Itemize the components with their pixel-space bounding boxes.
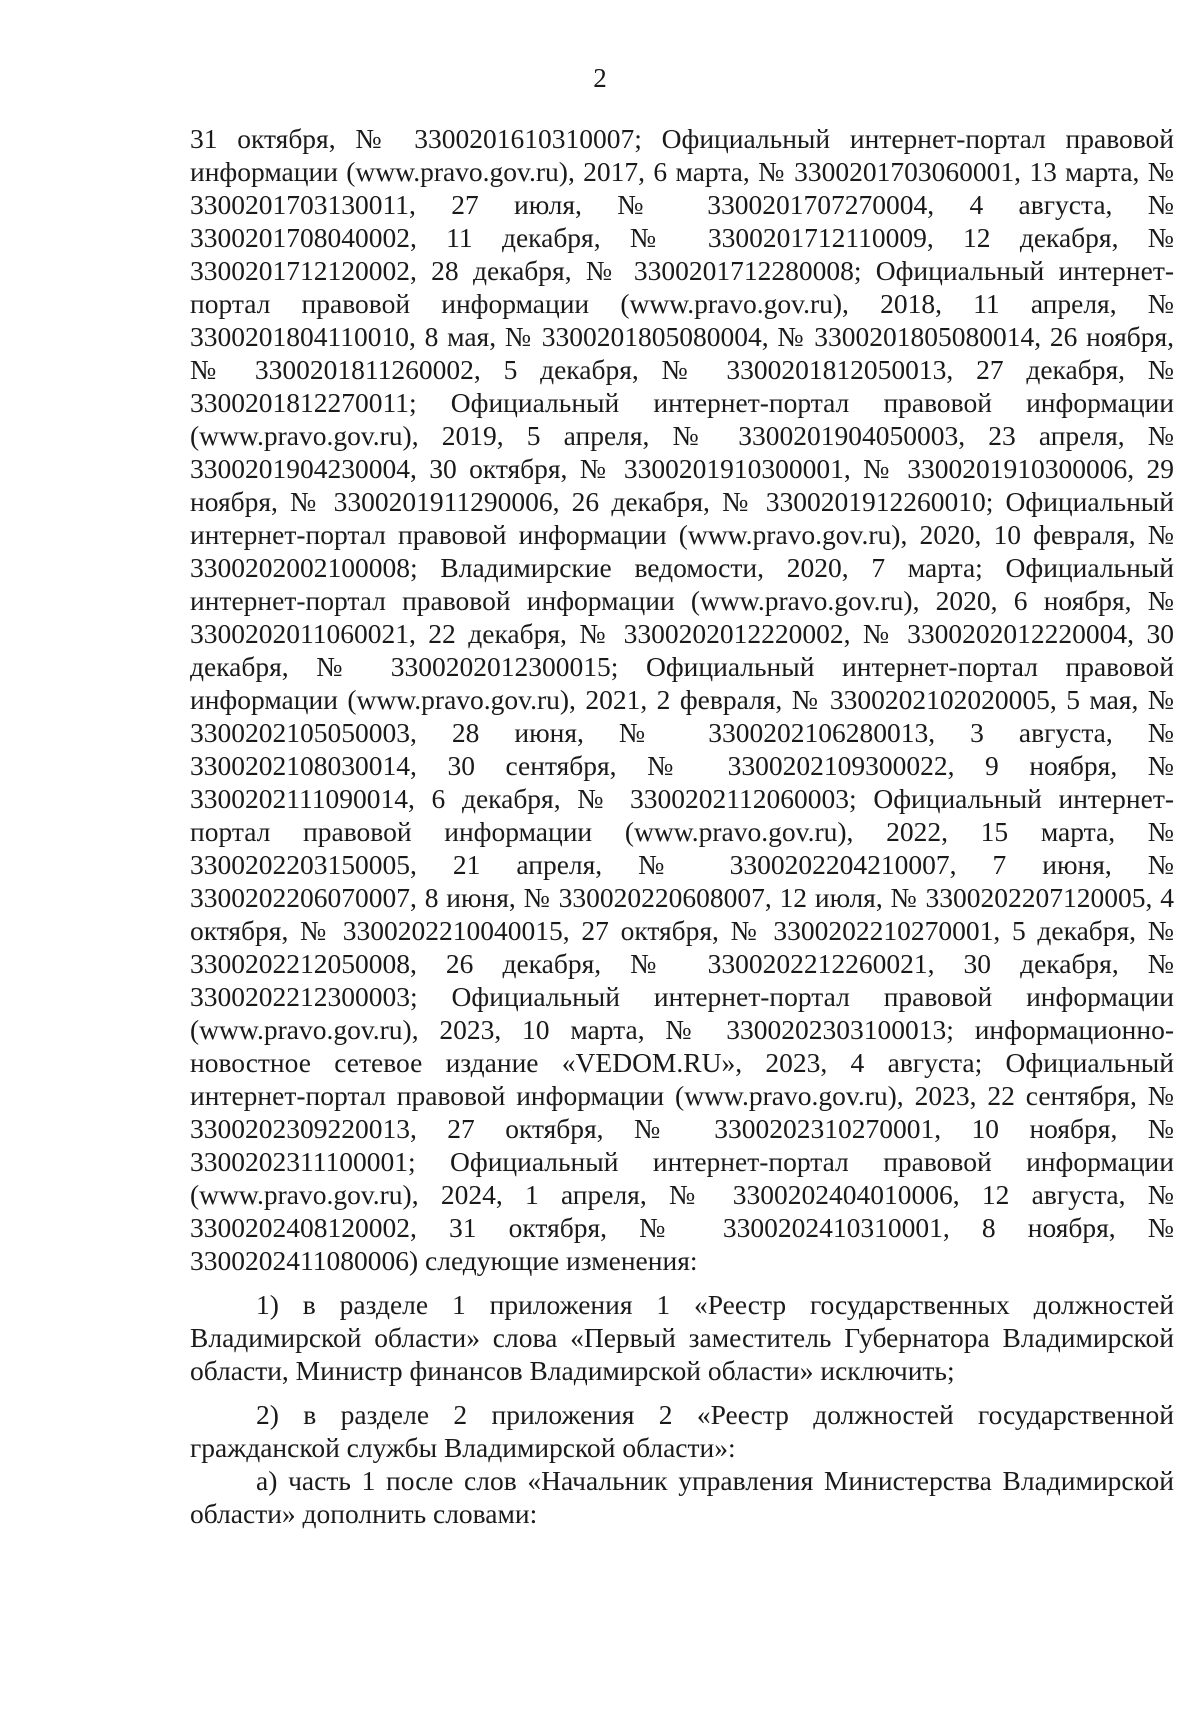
paragraph-item-1: 1) в разделе 1 приложения 1 «Реестр государственных должностей Владимирской области» слова «Первый заместитель Губернатора Владимирской области, Министр финансов Владимирской области» исключить;	[190, 1289, 1174, 1386]
paragraph-subitem-a: а) часть 1 после слов «Начальник управления Министерства Владимирской области» дополнить словами:	[190, 1465, 1174, 1529]
paragraph-item-2: 2) в разделе 2 приложения 2 «Реестр должностей государственной гражданской службы Владимирской области»:	[190, 1399, 1174, 1463]
document-body	[190, 122, 1174, 1530]
page-number: 2	[593, 63, 607, 93]
paragraph-publication-sources: 31 октября, № 3300201610310007; Официальный интернет-портал правовой информации (www.pravo.gov.ru), 2017, 6 марта, № 3300201703060001, 13 марта, № 3300201703130011, 27 июля, № 3300201707270004, 4 августа, № 3300201708040002, 11 декабря, № 3300201712110009, 12 декабря, № 3300201712120002, 28 декабря, № 3300201712280008; Официальный интернет-портал правовой информации (www.pravo.gov.ru), 2018, 11 апреля, № 3300201804110010, 8 мая, № 3300201805080004, № 3300201805080014, 26 ноября, № 3300201811260002, 5 декабря, № 3300201812050013, 27 декабря, № 3300201812270011; Официальный интернет-портал правовой информации (www.pravo.gov.ru), 2019, 5 апреля, № 3300201904050003, 23 апреля, № 3300201904230004, 30 октября, № 3300201910300001, № 3300201910300006, 29 ноября, № 3300201911290006, 26 декабря, № 3300201912260010; Официальный интернет-портал правовой информации (www.pravo.gov.ru), 2020, 10 февраля, № 3300202002100008; Владимирские ведомости, 2020, 7 марта; Официальный интернет-портал правовой информации (www.pravo.gov.ru), 2020, 6 ноября, № 3300202011060021, 22 декабря, № 3300202012220002, № 3300202012220004, 30 декабря, № 3300202012300015; Официальный интернет-портал правовой информации (www.pravo.gov.ru), 2021, 2 февраля, № 3300202102020005, 5 мая, № 3300202105050003, 28 июня, № 3300202106280013, 3 августа, № 3300202108030014, 30 сентября, № 3300202109300022, 9 ноября, № 3300202111090014, 6 декабря, № 3300202112060003; Официальный интернет-портал правовой информации (www.pravo.gov.ru), 2022, 15 марта, № 3300202203150005, 21 апреля, № 3300202204210007, 7 июня, № 3300202206070007, 8 июня, № 330020220608007, 12 июля, № 3300202207120005, 4 октября, № 3300202210040015, 27 октября, № 3300202210270001, 5 декабря, № 3300202212050008, 26 декабря, № 3300202212260021, 30 декабря, № 3300202212300003; Официальный интернет-портал правовой информации (www.pravo.gov.ru), 2023, 10 марта, № 3300202303100013; информационно-новостное сетевое издание «VEDOM.RU», 2023, 4 августа; Официальный интернет-портал правовой информации (www.pravo.gov.ru), 2023, 22 сентября, № 3300202309220013, 27 октября, № 3300202310270001, 10 ноября, № 3300202311100001; Официальный интернет-портал правовой информации (www.pravo.gov.ru), 2024, 1 апреля, № 3300202404010006, 12 августа, № 3300202408120002, 31 октября, № 3300202410310001, 8 ноября, № 3300202411080006) следующие изменения:	[190, 123, 1174, 1276]
